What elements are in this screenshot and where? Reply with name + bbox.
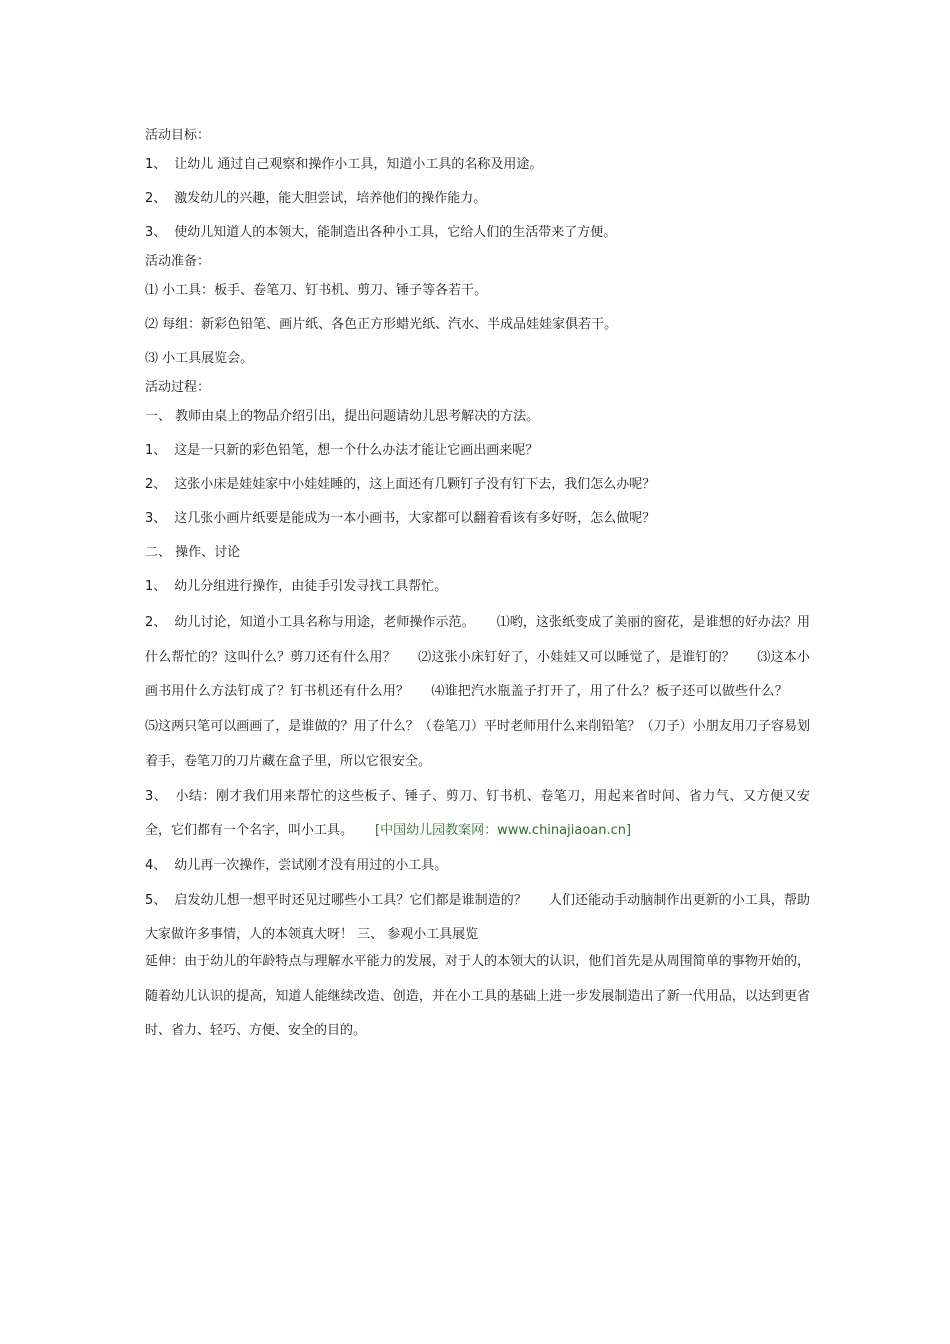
list-item: 2、 这张小床是娃娃家中小娃娃睡的，这上面还有几颗钉子没有钉下去，我们怎么办呢？ (145, 477, 656, 492)
prep-heading: 活动准备： (145, 254, 211, 269)
discussion-paragraph: 2、 幼儿讨论，知道小工具名称与用途，老师操作示范。 ⑴哟，这张纸变成了美丽的窗花，是谁想的好办法？用什么帮忙的？这叫什么？剪刀还有什么用？ ⑵这张小床钉好了，小娃娃又可以睡觉了，是谁钉的？ ⑶这本小画书用什么方法钉成了？钉书机还有什么用？ ⑷谁把汽水瓶盖子打开了，用了什么？板子还可以做些什么？⑸这两只笔可以画画了，是谁做的？用了什么？（卷笔刀）平时老师用什么来削铅笔？（刀子）小朋友用刀子容易划着手，卷笔刀的刀片藏在盒子里，所以它很安全。 (145, 615, 810, 769)
list-item: 1、 这是一只新的彩色铅笔，想一个什么办法才能让它画出画来呢？ (145, 443, 539, 458)
prep-item: ⑵ 每组：新彩色铅笔、画片纸、各色正方形蜡光纸、汽水、半成品娃娃家俱若干。 (145, 317, 618, 332)
list-item: 4、 幼儿再一次操作，尝试刚才没有用过的小工具。 (145, 857, 448, 873)
source-link[interactable]: [中国幼儿园教案网：www.chinajiaoan.cn] (375, 823, 632, 839)
document-body (145, 126, 810, 1049)
goal-item: 2、 激发幼儿的兴趣，能大胆尝试，培养他们的操作能力。 (145, 191, 487, 206)
prep-item: ⑶ 小工具展览会。 (145, 351, 254, 366)
goal-item: 3、 使幼儿知道人的本领大，能制造出各种小工具，它给人们的生活带来了方便。 (145, 225, 617, 240)
goal-item: 1、 让幼儿 通过自己观察和操作小工具，知道小工具的名称及用途。 (145, 157, 543, 172)
list-item: 1、 幼儿分组进行操作，由徒手引发寻找工具帮忙。 (145, 579, 448, 594)
extension-paragraph: 延伸：由于幼儿的年龄特点与理解水平能力的发展，对于人的本领大的认识，他们首先是从周围简单的事物开始的，随着幼儿认识的提高，知道人能继续改造、创造，并在小工具的基础上进一步发展制造出了新一代用品，以达到更省时、省力、轻巧、方便、安全的目的。 (145, 954, 810, 1039)
section-heading: 一、 教师由桌上的物品介绍引出，提出问题请幼儿思考解决的方法。 (145, 409, 540, 424)
goals-heading: 活动目标： (145, 128, 211, 143)
list-item: 3、 这几张小画片纸要是能成为一本小画书，大家都可以翻着看该有多好呀，怎么做呢？ (145, 511, 656, 526)
prep-item: ⑴ 小工具：板手、卷笔刀、钉书机、剪刀、锤子等各若干。 (145, 283, 488, 298)
summary-paragraph: 3、 小结：刚才我们用来帮忙的这些板子、锤子、剪刀、钉书机、卷笔刀，用起来省时间、省力气、又方便又安全，它们都有一个名字，叫小工具。 [中国幼儿园教案网：www.chinajiaoan.cn] (145, 788, 810, 839)
process-heading: 活动过程： (145, 380, 211, 395)
inspire-paragraph: 5、 启发幼儿想一想平时还见过哪些小工具？它们都是谁制造的？ 人们还能动手动脑制作出更新的小工具，帮助大家做许多事情，人的本领真大呀！ 三、 参观小工具展览 (145, 892, 810, 943)
section-heading: 二、 操作、讨论 (145, 545, 241, 560)
